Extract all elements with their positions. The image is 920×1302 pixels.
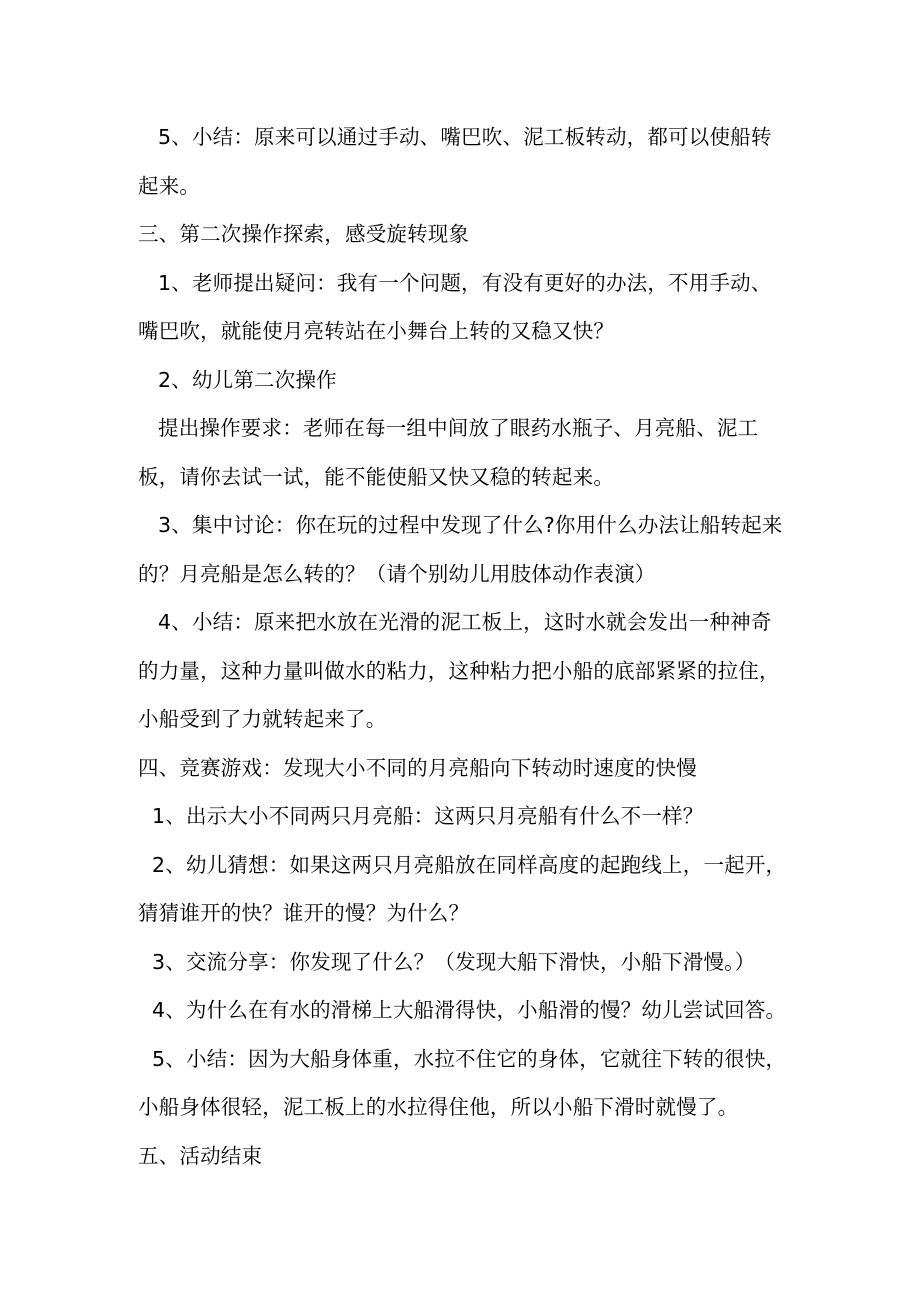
section-heading-3: 三、第二次操作探索，感受旋转现象	[138, 222, 470, 246]
paragraph-requirements: 提出操作要求：老师在每一组中间放了眼药水瓶子、月亮船、泥工板，请你去试一试，能不能使船又快又稳的转起来。	[138, 416, 759, 489]
paragraph-step-1: 1、老师提出疑问：我有一个问题，有没有更好的办法，不用手动、嘴巴吹，就能使月亮转站在小舞台上转的又稳又快？	[138, 270, 772, 343]
paragraph-game-step-2: 2、幼儿猜想：如果这两只月亮船放在同样高度的起跑线上，一起开，猜猜谁开的快？谁开的慢？为什么？	[138, 852, 787, 925]
section-heading-4: 四、竞赛游戏：发现大小不同的月亮船向下转动时速度的快慢	[138, 755, 697, 780]
paragraph-game-summary: 5、小结：因为大船身体重，水拉不住它的身体，它就往下转的很快，小船身体很轻，泥工板上的水拉得住他，所以小船下滑时就慢了。	[138, 1046, 787, 1119]
paragraph-summary-2: 4、小结：原来把水放在光滑的泥工板上，这时水就会发出一种神奇的力量，这种力量叫做水的粘力，这种粘力把小船的底部紧紧的拉住，小船受到了力就转起来了。	[138, 610, 780, 731]
paragraph-summary-1: 5、小结：原来可以通过手动、嘴巴吹、泥工板转动，都可以使船转起来。	[138, 125, 772, 198]
section-heading-5: 五、活动结束	[138, 1143, 263, 1168]
paragraph-game-step-4: 4、为什么在有水的滑梯上大船滑得快，小船滑的慢？幼儿尝试回答。	[152, 998, 787, 1022]
paragraph-game-step-3: 3、交流分享：你发现了什么？（发现大船下滑快，小船下滑慢。）	[152, 949, 756, 974]
paragraph-game-step-1: 1、出示大小不同两只月亮船：这两只月亮船有什么不一样？	[152, 804, 704, 828]
document-body	[138, 113, 788, 1180]
paragraph-step-2: 2、幼儿第二次操作	[158, 367, 337, 392]
paragraph-step-3: 3、集中讨论：你在玩的过程中发现了什么?你用什么办法让船转起来的？月亮船是怎么转的？（请个别幼儿用肢体动作表演）	[138, 513, 783, 586]
